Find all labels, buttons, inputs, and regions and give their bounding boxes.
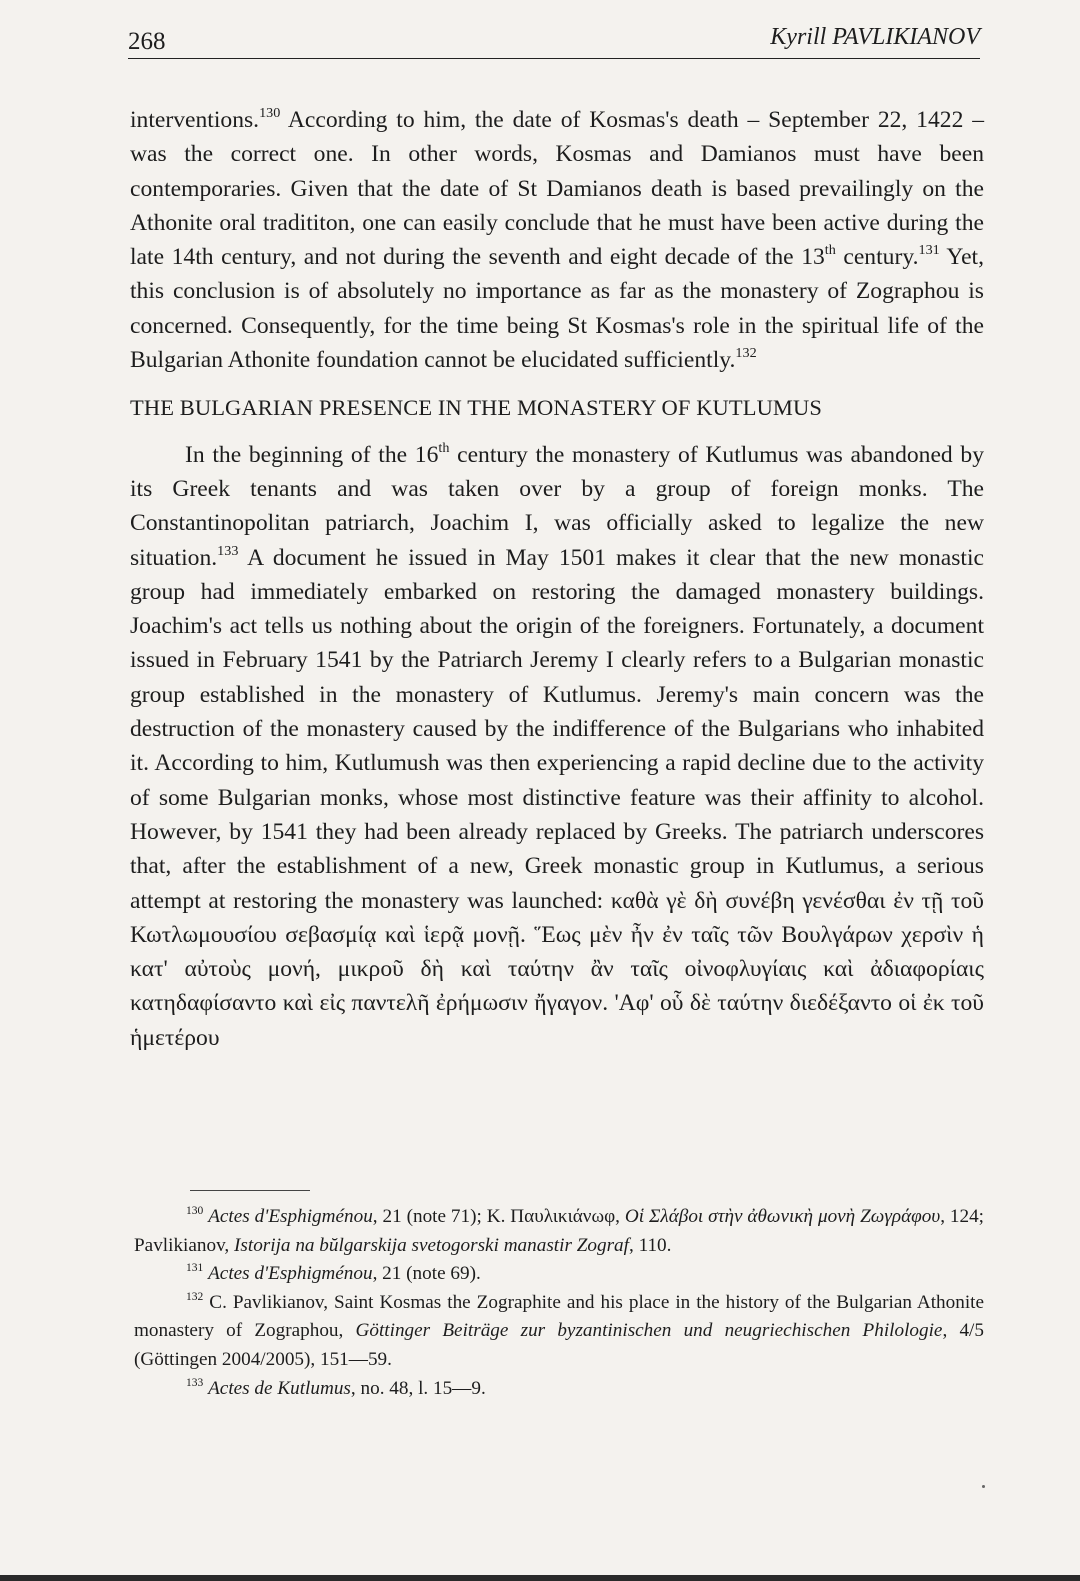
ordinal-suffix: th <box>824 242 836 259</box>
text-run: Yet, this conclusion is of absolutely no importance as far as the monastery of Zographou is concerned. Consequently, for the time being St Kosmas's role in the spiritual life of the Bulgarian Athonite foundation cannot be elucidated sufficiently. <box>130 244 984 374</box>
footnote-number: 131 <box>186 1262 204 1275</box>
text-run: , 21 (note 69). <box>372 1263 481 1285</box>
running-head-author: Kyrill PAVLIKIANOV <box>770 24 980 50</box>
footnote-131 <box>134 1260 984 1289</box>
page-number: 268 <box>128 28 166 55</box>
paragraph-kutlumus <box>130 438 984 1055</box>
ordinal-suffix: th <box>438 439 450 456</box>
footnote-130 <box>134 1203 984 1260</box>
footnote-ref-130: 130 <box>259 105 281 122</box>
text-run: century. <box>835 244 919 271</box>
page-header <box>128 18 980 59</box>
footnote-number: 133 <box>186 1376 204 1389</box>
footnote-number: 132 <box>186 1290 204 1303</box>
text-run: , 124; Pavlikianov, <box>134 1206 984 1256</box>
text-run: , no. 48, l. 15—9. <box>350 1377 486 1399</box>
footnote-number: 130 <box>186 1204 204 1217</box>
footnote-132 <box>134 1289 984 1375</box>
text-run: C. Pavlikianov, Saint Kosmas the Zographite and his place in the history of the Bulgarian Athonite monastery of Zographou, <box>134 1291 985 1342</box>
paragraph-kosmas <box>130 103 984 377</box>
citation-title: Actes d'Esphigménou <box>208 1206 373 1227</box>
main-text <box>130 103 984 1055</box>
footnote-ref-131: 131 <box>918 242 940 259</box>
text-run: , 21 (note 71); Κ. Παυλικιάνωφ, <box>372 1206 625 1227</box>
text-run: , 110. <box>628 1234 672 1256</box>
text-run: interventions. <box>130 107 260 133</box>
text-run: In the beginning of the 16 <box>185 441 439 468</box>
scan-edge-bar <box>0 1575 1080 1581</box>
footnote-ref-132: 132 <box>735 345 757 362</box>
text-run: , 4/5 (Göttingen 2004/2005), 151—59. <box>134 1320 984 1370</box>
footnote-separator <box>190 1190 310 1191</box>
section-heading: THE BULGARIAN PRESENCE IN THE MONASTERY OF KUTLUMUS <box>130 395 822 421</box>
text-run: A document he issued in May 1501 makes it clear that the new monastic group had immediately embarked on restoring the damaged monastery buildings. Joachim's act tells us nothing about the origin of the foreigners. Fortunately, a document issued in February 1541 by the Patriarch Jeremy I clearly refers to a Bulgarian monastic group established in the monastery of Kutlumus. Jeremy's main concern was the destruction of the monastery caused by the indifference of the Bulgarians who inhabited it. According to him, Kutlumush was then experiencing a rapid decline due to the activity of some Bulgarian monks, whose most distinctive feature was their affinity to alcohol. However, by 1541 they had been already replaced by Greeks. The patriarch underscores that, after the establishment of a new, Greek monastic group in Kutlumus, a serious attempt at restoring the monastery was launched: <box>130 544 984 914</box>
text-run: According to him, the date of Kosmas's death – September 22, 1422 – was the correct one. In other words, Kosmas and Damianos must have been contemporaries. Given that the date of St Damianos death is based prevailingly on the Athonite oral tradititon, one can easily conclude that he must have been active during the late 14th century, and not during the seventh and eight decade of the 13 <box>130 107 984 271</box>
citation-title: Istorija na bŭlgarskija svetogorski manastir Zograf <box>234 1234 629 1256</box>
citation-title: Göttinger Beiträge zur byzantinischen und neugriechischen Philologie <box>355 1320 943 1342</box>
greek-quotation: καθὰ γὲ δὴ συνέβη γενέσθαι ἐν τῇ τοῦ Κωτλωμουσίου σεβασμίᾳ καὶ ἱερᾷ μονῇ. Ἕως μὲν ἦν ἐν ταῖς τῶν Βουλγάρων χερσὶν ἡ κατ' αὐτοὺς μονή, μικροῦ δὴ καὶ ταύτην ἂν ταῖς οἰνοφλυγίαις καὶ ἀδιαφορίαις κατηδαφίσαντο καὶ εἰς παντελῆ ἐρήμωσιν ἤγαγον. 'Αφ' οὗ δὲ ταύτην διεδέξαντο οἱ ἐκ τοῦ ἡμετέρου <box>130 887 984 1051</box>
citation-title: Actes de Kutlumus <box>208 1377 351 1399</box>
footnote-133 <box>134 1375 984 1404</box>
citation-title: Οἱ Σλάβοι στὴν ἀθωνικὴ μονὴ Ζωγράφου <box>624 1206 941 1227</box>
footnote-ref-133: 133 <box>217 542 239 559</box>
scan-speck <box>982 1485 985 1488</box>
citation-title: Actes d'Esphigménou <box>208 1263 373 1285</box>
footnotes <box>134 1203 984 1403</box>
text-run: century the monastery of Kutlumus was abandoned by its Greek tenants and was taken over by a group of foreign monks. The Constantinopolitan patriarch, Joachim I, was officially asked to legalize the new situation. <box>130 441 985 571</box>
